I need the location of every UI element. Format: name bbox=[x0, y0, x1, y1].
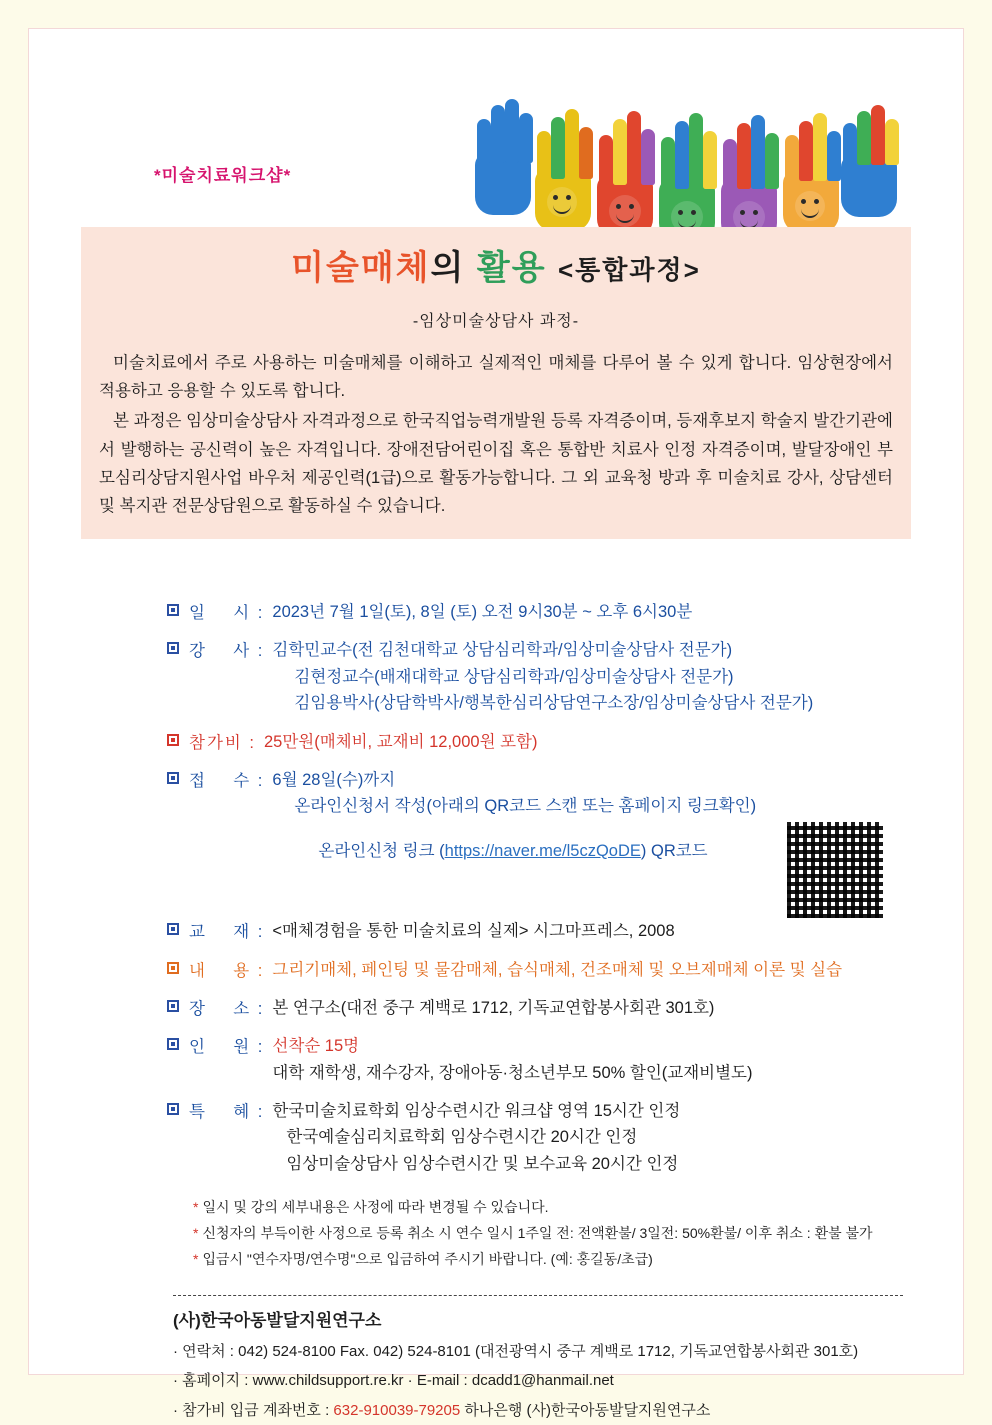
detail-value-place: 본 연구소(대전 중구 계백로 1712, 기독교연합봉사회관 301호) bbox=[272, 998, 715, 1017]
apply-link-suffix: ) QR코드 bbox=[640, 841, 708, 860]
lecturer-line-3: 김임용박사(상담학박사/행복한심리상담연구소장/임상미술상담사 전문가) bbox=[294, 694, 814, 713]
detail-row-place bbox=[167, 995, 913, 1021]
detail-value-contents: 그리기매체, 페인팅 및 물감매체, 습식매체, 건조매체 및 오브제매체 이론 및 실습 bbox=[272, 960, 843, 979]
title-subtitle: -임상미술상담사 과정- bbox=[412, 312, 580, 330]
note-item bbox=[193, 1195, 913, 1221]
detail-label-apply: 접 수 : bbox=[189, 771, 265, 790]
detail-value-capacity bbox=[272, 1033, 752, 1086]
benefit-line-1: 한국미술치료학회 임상수련시간 워크샵 영역 15시간 인정 bbox=[272, 1102, 681, 1121]
note-text-1: 일시 및 강의 세부내용은 사정에 따라 변경될 수 있습니다. bbox=[202, 1199, 549, 1216]
footer-contact: · 연락처 : 042) 524-8100 Fax. 042) 524-8101 (대전광역시 중구 계백로 1712, 기독교연합봉사회관 301호) bbox=[173, 1343, 859, 1361]
note-item bbox=[193, 1247, 913, 1273]
square-bullet-icon bbox=[167, 604, 179, 616]
apply-link-prefix: 온라인신청 링크 ( bbox=[318, 841, 445, 860]
note-text-3: 입금시 "연수자명/연수명"으로 입금하여 주시기 바랍니다. (예: 홍길동/초급) bbox=[202, 1251, 653, 1268]
square-bullet-icon bbox=[167, 1000, 179, 1012]
footer-homepage: · 홈페이지 : www.childsupport.re.kr · E-mail : dcadd1@hanmail.net bbox=[173, 1372, 614, 1390]
square-bullet-icon bbox=[167, 1103, 179, 1115]
apply-deadline: 6월 28일(수)까지 bbox=[272, 770, 396, 789]
footer bbox=[173, 1304, 913, 1425]
detail-label-date: 일 시 : bbox=[189, 604, 265, 622]
details-list bbox=[167, 599, 913, 1425]
title-part2: 의 bbox=[430, 249, 466, 287]
lecturer-line-1: 김학민교수(전 김천대학교 상담심리학과/임상미술상담사 전문가) bbox=[272, 641, 733, 660]
detail-label-place: 장 소 : bbox=[189, 999, 265, 1018]
account-number: 632-910039-79205 bbox=[333, 1401, 461, 1419]
detail-label-capacity: 인 원 : bbox=[189, 1038, 265, 1057]
benefit-line-2: 한국예술심리치료학회 임상수련시간 20시간 인정 bbox=[286, 1128, 638, 1147]
title-part3: 활용 bbox=[476, 249, 547, 287]
detail-label-contents: 내 용 : bbox=[189, 961, 265, 980]
description bbox=[99, 349, 893, 521]
capacity-value: 선착순 15명 bbox=[272, 1037, 360, 1056]
footer-divider bbox=[173, 1295, 903, 1296]
apply-instruction: 온라인신청서 작성(아래의 QR코드 스캔 또는 홈페이지 링크확인) bbox=[294, 797, 757, 816]
star-icon: * bbox=[193, 1225, 199, 1242]
online-application-link[interactable]: https://naver.me/l5czQoDE bbox=[444, 841, 641, 860]
sheet bbox=[39, 39, 953, 1419]
title-char-1: 미술매체 bbox=[291, 249, 431, 287]
description-paragraph-2: 본 과정은 임상미술상담사 자격과정으로 한국직업능력개발원 등록 자격증이며, 등재후보지 학술지 발간기관에서 발행하는 공신력이 높은 자격입니다. 장애전담어린이집 혹은 통합반 치료사 인정 자격증이며, 발달장애인 부모심리상담지원사업 바우처 제공인력(1급)으로 활동가능합니다. 그 외 교육청 방과 후 미술치료 강사, 상담센터 및 복지관 전문상담원으로 활동하실 수 있습니다. bbox=[99, 412, 893, 516]
detail-row-apply bbox=[167, 767, 913, 864]
account-suffix: 하나은행 (사)한국아동발달지원연구소 bbox=[460, 1401, 711, 1419]
note-item bbox=[193, 1221, 913, 1247]
notes-list bbox=[193, 1195, 913, 1273]
page-title bbox=[99, 247, 893, 290]
detail-row-contents bbox=[167, 957, 913, 983]
detail-label-textbook: 교 재 : bbox=[189, 923, 265, 942]
detail-label-fee: 참가비 : bbox=[189, 733, 256, 752]
detail-row-benefit bbox=[167, 1098, 913, 1177]
square-bullet-icon bbox=[167, 734, 179, 746]
organization-name: (사)한국아동발달지원연구소 bbox=[173, 1310, 382, 1330]
painted-hands-image bbox=[469, 61, 919, 241]
qr-code-image bbox=[785, 820, 885, 920]
detail-label-lecturer: 강 사 : bbox=[189, 642, 265, 661]
note-text-2: 신청자의 부득이한 사정으로 등록 취소 시 연수 일시 1주일 전: 전액환불/ 3일전: 50%환불/ 이후 취소 : 환불 불가 bbox=[202, 1225, 873, 1242]
square-bullet-icon bbox=[167, 772, 179, 784]
star-icon: * bbox=[193, 1251, 199, 1268]
detail-row-date bbox=[167, 599, 913, 625]
square-bullet-icon bbox=[167, 1038, 179, 1050]
detail-row-capacity bbox=[167, 1033, 913, 1086]
square-bullet-icon bbox=[167, 642, 179, 654]
detail-value-benefit bbox=[272, 1098, 680, 1177]
star-icon: * bbox=[193, 1199, 199, 1216]
detail-value-lecturer bbox=[272, 637, 813, 716]
square-bullet-icon bbox=[167, 923, 179, 935]
footer-account bbox=[173, 1396, 913, 1425]
detail-value-apply bbox=[272, 767, 913, 864]
account-prefix: · 참가비 입금 계좌번호 : bbox=[173, 1401, 334, 1419]
square-bullet-icon bbox=[167, 962, 179, 974]
workshop-tag: *미술치료워크샵* bbox=[154, 166, 292, 185]
detail-label-benefit: 특 혜 : bbox=[189, 1103, 265, 1122]
benefit-line-3: 임상미술상담사 임상수련시간 및 보수교육 20시간 인정 bbox=[286, 1154, 679, 1173]
title-banner bbox=[81, 227, 911, 539]
title-bracket: <통합과정> bbox=[558, 255, 701, 285]
detail-value-date: 2023년 7월 1일(토), 8일 (토) 오전 9시30분 ~ 오후 6시30분 bbox=[272, 603, 693, 621]
description-paragraph-1: 미술치료에서 주로 사용하는 미술매체를 이해하고 실제적인 매체를 다루어 볼 수 있게 합니다. 임상현장에서 적용하고 응용할 수 있도록 합니다. bbox=[99, 353, 893, 400]
detail-row-textbook bbox=[167, 918, 913, 944]
detail-value-textbook: <매체경험을 통한 미술치료의 실제> 시그마프레스, 2008 bbox=[272, 922, 675, 941]
detail-row-fee bbox=[167, 729, 913, 755]
lecturer-line-2: 김현정교수(배재대학교 상담심리학과/임상미술상담사 전문가) bbox=[294, 667, 734, 686]
detail-value-fee: 25만원(매체비, 교재비 12,000원 포함) bbox=[264, 732, 538, 751]
outer-frame bbox=[28, 28, 964, 1419]
capacity-discount: 대학 재학생, 재수강자, 장애아동·청소년부모 50% 할인(교재비별도) bbox=[272, 1063, 753, 1082]
detail-row-lecturer bbox=[167, 637, 913, 716]
